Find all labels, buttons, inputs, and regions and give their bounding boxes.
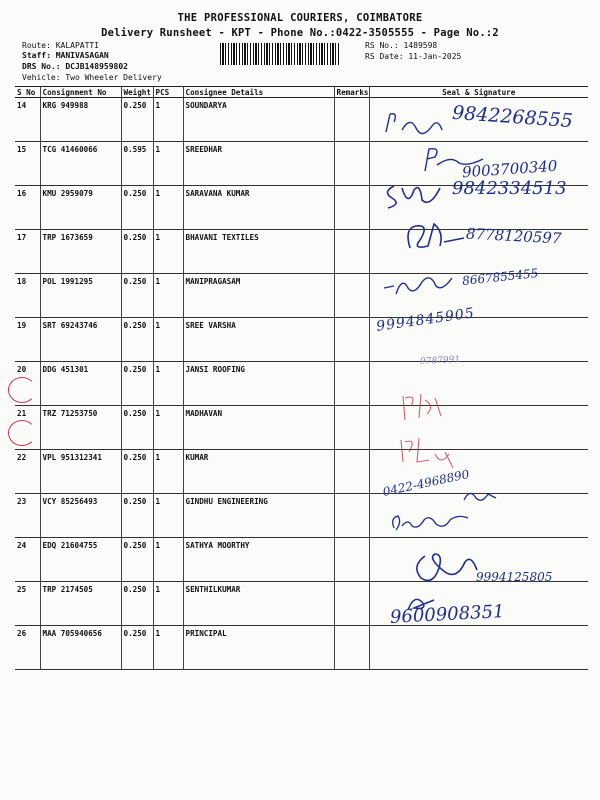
cell-pcs: 1	[153, 142, 183, 186]
cell-sno: 20	[15, 362, 40, 406]
cell-pcs: 1	[153, 494, 183, 538]
red-circle-mark	[8, 420, 36, 446]
cell-consignee: BHAVANI TEXTILES	[183, 230, 334, 274]
cell-pcs: 1	[153, 274, 183, 318]
cell-remarks	[334, 230, 369, 274]
col-signature: Seal & Signature	[369, 87, 588, 98]
cell-sno: 22	[15, 450, 40, 494]
cell-weight: 0.250	[121, 406, 153, 450]
cell-pcs: 1	[153, 538, 183, 582]
runsheet-subtitle: Delivery Runsheet - KPT - Phone No.:0422-3505555 - Page No.:2	[101, 27, 499, 39]
rs-number: RS No.: 1489598	[365, 41, 438, 50]
cell-weight: 0.250	[121, 450, 153, 494]
cell-sno: 17	[15, 230, 40, 274]
cell-remarks	[334, 406, 369, 450]
cell-pcs: 1	[153, 626, 183, 670]
cell-pcs: 1	[153, 362, 183, 406]
cell-pcs: 1	[153, 450, 183, 494]
signature-scribble	[388, 508, 478, 534]
handwritten-phone: 8778120597	[465, 224, 562, 248]
cell-consignee: SREE VARSHA	[183, 318, 334, 362]
table-row	[15, 318, 588, 362]
table-row	[15, 450, 588, 494]
signature-scribble	[380, 178, 452, 212]
cell-consignee: SOUNDARYA	[183, 98, 334, 142]
cell-sno: 26	[15, 626, 40, 670]
cell-weight: 0.250	[121, 274, 153, 318]
cell-signature	[369, 626, 588, 670]
cell-sno: 23	[15, 494, 40, 538]
cell-consignee: PRINCIPAL	[183, 626, 334, 670]
col-consignment: Consignment No	[40, 87, 121, 98]
cell-sno: 21	[15, 406, 40, 450]
route-label: Route: KALAPATTI	[22, 41, 100, 50]
handwritten-phone: 9600908351	[389, 601, 506, 628]
handwritten-phone: 9842268555	[451, 101, 574, 133]
cell-remarks	[334, 274, 369, 318]
cell-remarks	[334, 362, 369, 406]
signature-scribble	[380, 268, 470, 298]
cell-pcs: 1	[153, 230, 183, 274]
cell-consignment: TCG 41460066	[40, 142, 121, 186]
cell-sno: 25	[15, 582, 40, 626]
cell-consignment: DDG 451301	[40, 362, 121, 406]
red-circle-mark	[8, 377, 36, 403]
rs-date: RS Date: 11-Jan-2025	[365, 52, 462, 61]
cell-consignment: POL 1991295	[40, 274, 121, 318]
cell-consignee: MANIPRAGASAM	[183, 274, 334, 318]
cell-sno: 14	[15, 98, 40, 142]
cell-consignment: KRG 949988	[40, 98, 121, 142]
cell-sno: 15	[15, 142, 40, 186]
handwritten-phone: 9994125805	[476, 570, 553, 584]
col-weight: Weight	[121, 87, 153, 98]
cell-sno: 16	[15, 186, 40, 230]
col-pcs: PCS	[153, 87, 183, 98]
cell-remarks	[334, 98, 369, 142]
cell-consignee: JANSI ROOFING	[183, 362, 334, 406]
col-consignee: Consignee Details	[183, 87, 334, 98]
cell-pcs: 1	[153, 186, 183, 230]
cell-weight: 0.250	[121, 494, 153, 538]
cell-consignee: SATHYA MOORTHY	[183, 538, 334, 582]
cell-weight: 0.250	[121, 362, 153, 406]
handwritten-phone: 8667855455	[461, 266, 539, 288]
cell-weight: 0.250	[121, 230, 153, 274]
cell-consignment: TRP 2174505	[40, 582, 121, 626]
cell-remarks	[334, 626, 369, 670]
col-sno: S No	[15, 87, 40, 98]
drs-number: DRS No.: DCJB148959802	[22, 62, 128, 71]
cell-consignee: GINDHU ENGINEERING	[183, 494, 334, 538]
cell-consignment: SRT 69243746	[40, 318, 121, 362]
cell-remarks	[334, 142, 369, 186]
cell-remarks	[334, 450, 369, 494]
cell-consignee: MADHAVAN	[183, 406, 334, 450]
table-row	[15, 494, 588, 538]
cell-sno: 24	[15, 538, 40, 582]
cell-remarks	[334, 494, 369, 538]
cell-consignee: SENTHILKUMAR	[183, 582, 334, 626]
table-row	[15, 626, 588, 670]
cell-weight: 0.250	[121, 318, 153, 362]
cell-consignment: TRZ 71253750	[40, 406, 121, 450]
signature-scribble	[395, 390, 455, 424]
cell-weight: 0.250	[121, 538, 153, 582]
cell-consignment: EDQ 21604755	[40, 538, 121, 582]
cell-remarks	[334, 538, 369, 582]
table-row	[15, 406, 588, 450]
signature-scribble	[400, 218, 470, 256]
cell-weight: 0.595	[121, 142, 153, 186]
cell-consignee: SARAVANA KUMAR	[183, 186, 334, 230]
cell-weight: 0.250	[121, 98, 153, 142]
cell-consignment: VCY 85256493	[40, 494, 121, 538]
barcode	[220, 43, 340, 65]
cell-remarks	[334, 186, 369, 230]
cell-consignment: TRP 1673659	[40, 230, 121, 274]
cell-remarks	[334, 582, 369, 626]
cell-weight: 0.250	[121, 186, 153, 230]
cell-pcs: 1	[153, 98, 183, 142]
staff-label: Staff: MANIVASAGAN	[22, 51, 109, 60]
cell-sno: 18	[15, 274, 40, 318]
handwritten-phone: 9994845905	[375, 305, 476, 335]
table-header-row	[15, 87, 588, 98]
cell-consignment: MAA 705940656	[40, 626, 121, 670]
handwritten-phone: 9787991	[419, 354, 461, 368]
signature-scribble	[405, 548, 485, 588]
cell-pcs: 1	[153, 582, 183, 626]
vehicle-label: Vehicle: Two Wheeler Delivery	[22, 73, 162, 82]
cell-consignment: KMU 2959079	[40, 186, 121, 230]
cell-consignee: KUMAR	[183, 450, 334, 494]
cell-remarks	[334, 318, 369, 362]
table-row	[15, 362, 588, 406]
cell-consignment: VPL 951312341	[40, 450, 121, 494]
cell-pcs: 1	[153, 406, 183, 450]
signature-scribble	[460, 486, 500, 506]
handwritten-phone: 9003700340	[461, 156, 558, 182]
cell-weight: 0.250	[121, 582, 153, 626]
cell-pcs: 1	[153, 318, 183, 362]
handwritten-phone: 0422-4968890	[381, 466, 471, 500]
signature-scribble	[395, 432, 465, 472]
cell-consignee: SREEDHAR	[183, 142, 334, 186]
handwritten-phone: 9842334513	[452, 178, 567, 199]
cell-weight: 0.250	[121, 626, 153, 670]
cell-sno: 19	[15, 318, 40, 362]
company-title: THE PROFESSIONAL COURIERS, COIMBATORE	[177, 12, 423, 24]
col-remarks: Remarks	[334, 87, 369, 98]
